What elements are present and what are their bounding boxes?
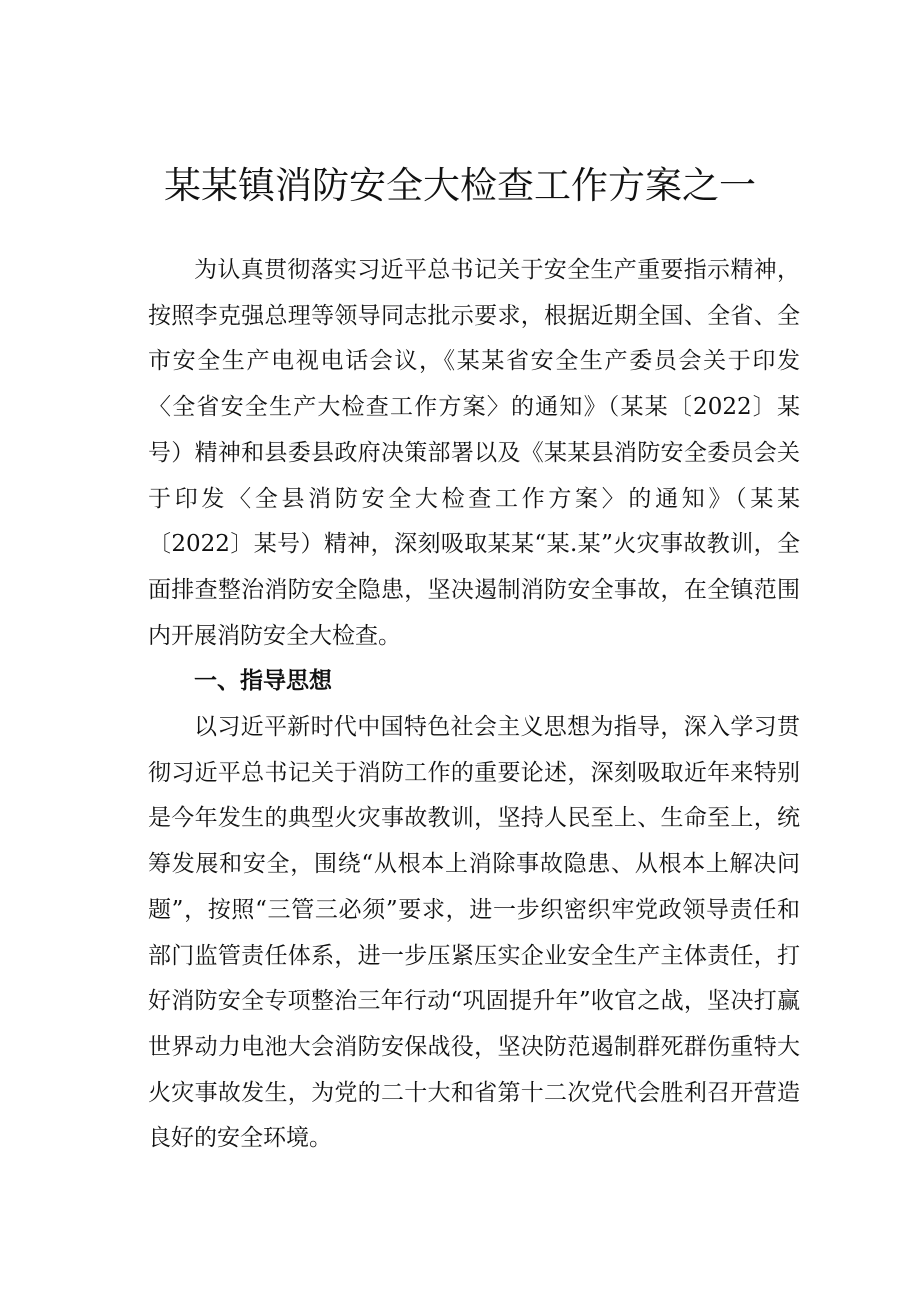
document-body: [148, 248, 800, 1162]
document-title: 某某镇消防安全大检查工作方案之一: [164, 164, 756, 207]
section-heading-guiding-ideology: 一、指导思想: [194, 668, 332, 695]
guiding-ideology-paragraph: 以习近平新时代中国特色社会主义思想为指导，深入学习贯彻习近平总书记关于消防工作的重要论述，深刻吸取近年来特别是今年发生的典型火灾事故教训，坚持人民至上、生命至上，统筹发展和安全，围绕“从根本上消除事故隐患、从根本上解决问题”，按照“三管三必须”要求，进一步织密织牢党政领导责任和部门监管责任体系，进一步压紧压实企业安全生产主体责任，打好消防安全专项整治三年行动“巩固提升年”收官之战，坚决打赢世界动力电池大会消防安保战役，坚决防范遏制群死群伤重特大火灾事故发生，为党的二十大和省第十二次党代会胜利召开营造良好的安全环境。: [148, 714, 800, 1152]
intro-paragraph: 为认真贯彻落实习近平总书记关于安全生产重要指示精神，按照李克强总理等领导同志批示要求，根据近期全国、全省、全市安全生产电视电话会议，《某某省安全生产委员会关于印发〈全省安全生产大检查工作方案〉的通知》（某某〔2022〕某号）精神和县委县政府决策部署以及《某某县消防安全委员会关于印发〈全县消防安全大检查工作方案〉的通知》（某某〔2022〕某号）精神，深刻吸取某某“某.某”火灾事故教训，全面排查整治消防安全隐患，坚决遏制消防安全事故，在全镇范围内开展消防安全大检查。: [148, 257, 800, 649]
